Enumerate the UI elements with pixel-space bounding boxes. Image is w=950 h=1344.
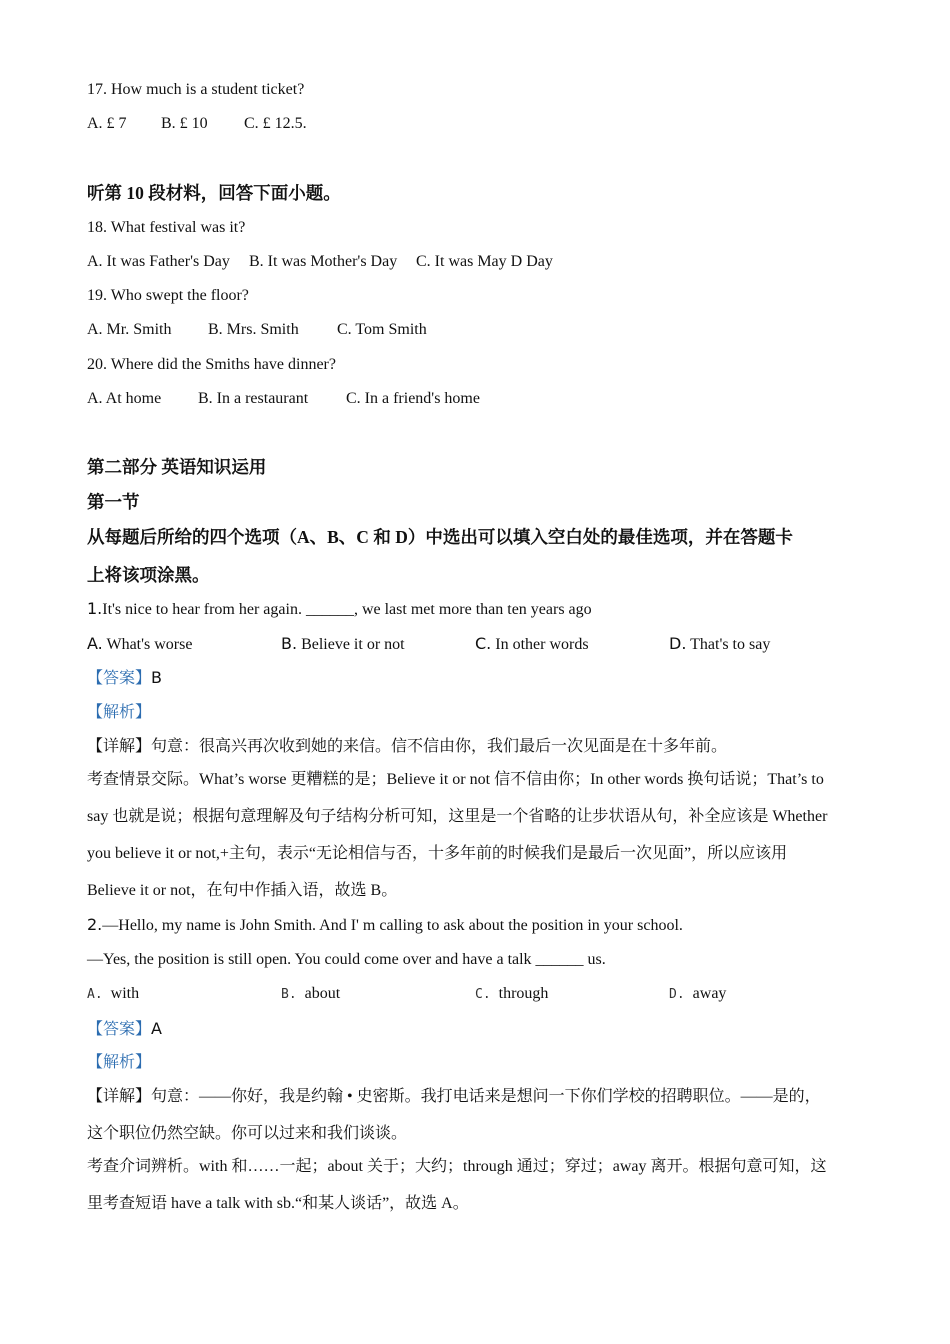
answer-label: 【答案】 xyxy=(87,670,152,687)
q2-number: 2. xyxy=(87,915,103,934)
q1-option-b: B. Believe it or not xyxy=(281,634,405,653)
q1-option-a: A. What's worse xyxy=(87,634,193,653)
q2-option-c: C. through xyxy=(475,985,549,1002)
q19-question: 19. Who swept the floor? xyxy=(87,287,249,304)
answer-value: A xyxy=(151,1019,162,1038)
q1-stem xyxy=(87,599,592,620)
q1-explanation-line: Believe it or not，在句中作插入语，故选 B。 xyxy=(87,882,398,899)
q2-explanation-line: 里考查短语 have a talk with sb.“和某人谈话”，故选 A。 xyxy=(87,1195,469,1212)
q2-analysis-label: 【解析】 xyxy=(87,1054,152,1071)
q17-option-b: B. £ 10 xyxy=(161,115,208,132)
q2-explanation-line: 考查介词辨析。with 和……一起；about 关于；大约；through 通过；穿过；away 离开。根据句意可知，这 xyxy=(87,1158,827,1175)
q17-question: 17. How much is a student ticket? xyxy=(87,81,305,98)
q2-detail-line: 这个职位仍然空缺。你可以过来和我们谈谈。 xyxy=(87,1125,408,1142)
q2-answer xyxy=(87,1019,162,1040)
q17-option-c: C. £ 12.5. xyxy=(244,115,307,132)
q20-option-c: C. In a friend's home xyxy=(346,390,480,407)
q2-stem-2: —Yes, the position is still open. You could come over and have a talk ______ us. xyxy=(87,951,606,968)
q1-stem-text: It's nice to hear from her again. ______, we last met more than ten years ago xyxy=(102,601,592,618)
q2-option-d: D. away xyxy=(669,985,727,1002)
q20-option-b: B. In a restaurant xyxy=(198,390,309,407)
q19-option-b: B. Mrs. Smith xyxy=(208,321,299,338)
q1-option-d: D. That's to say xyxy=(669,634,771,653)
q1-explanation-line: say 也就是说；根据句意理解及句子结构分析可知，这里是一个省略的让步状语从句，补全应该是 Whether xyxy=(87,808,828,825)
q2-option-a: A. with xyxy=(87,985,140,1002)
q20-option-a: A. At home xyxy=(87,390,162,407)
q18-option-a: A. It was Father's Day xyxy=(87,253,230,270)
q1-detail: 【详解】句意：很高兴再次收到她的来信。信不信由你，我们最后一次见面是在十多年前。 xyxy=(87,738,728,755)
q2-option-b: B. about xyxy=(281,985,341,1002)
part2-instruction-line2: 上将该项涂黑。 xyxy=(87,565,210,585)
q18-option-c: C. It was May D Day xyxy=(416,253,553,270)
part2-title: 第二部分 英语知识运用 xyxy=(87,457,267,477)
q1-number: 1. xyxy=(87,599,103,618)
q2-stem-text: —Hello, my name is John Smith. And I' m calling to ask about the position in your school. xyxy=(102,917,683,934)
section-10-heading: 听第 10 段材料，回答下面小题。 xyxy=(87,183,341,203)
q19-option-a: A. Mr. Smith xyxy=(87,321,172,338)
part2-section: 第一节 xyxy=(87,492,140,512)
answer-label: 【答案】 xyxy=(87,1021,152,1038)
q2-detail-line: 【详解】句意：——你好，我是约翰 • 史密斯。我打电话来是想问一下你们学校的招聘职位。——是的， xyxy=(87,1088,821,1105)
q1-explanation-line: you believe it or not,+主句，表示“无论相信与否，十多年前的时候我们是最后一次见面”，所以应该用 xyxy=(87,845,788,862)
q1-analysis-label: 【解析】 xyxy=(87,704,152,721)
q1-answer xyxy=(87,668,162,689)
part2-instruction-line1: 从每题后所给的四个选项（A、B、C 和 D）中选出可以填入空白处的最佳选项，并在答题卡 xyxy=(87,527,793,547)
q20-question: 20. Where did the Smiths have dinner? xyxy=(87,356,336,373)
q18-option-b: B. It was Mother's Day xyxy=(249,253,398,270)
answer-value: B xyxy=(151,668,162,687)
q1-option-c: C. In other words xyxy=(475,634,589,653)
q17-option-a: A. £ 7 xyxy=(87,115,127,132)
q19-option-c: C. Tom Smith xyxy=(337,321,427,338)
q1-explanation-line: 考查情景交际。What’s worse 更糟糕的是；Believe it or not 信不信由你；In other words 换句话说；That’s to xyxy=(87,771,824,788)
q2-stem-1 xyxy=(87,915,683,936)
q18-question: 18. What festival was it? xyxy=(87,219,246,236)
